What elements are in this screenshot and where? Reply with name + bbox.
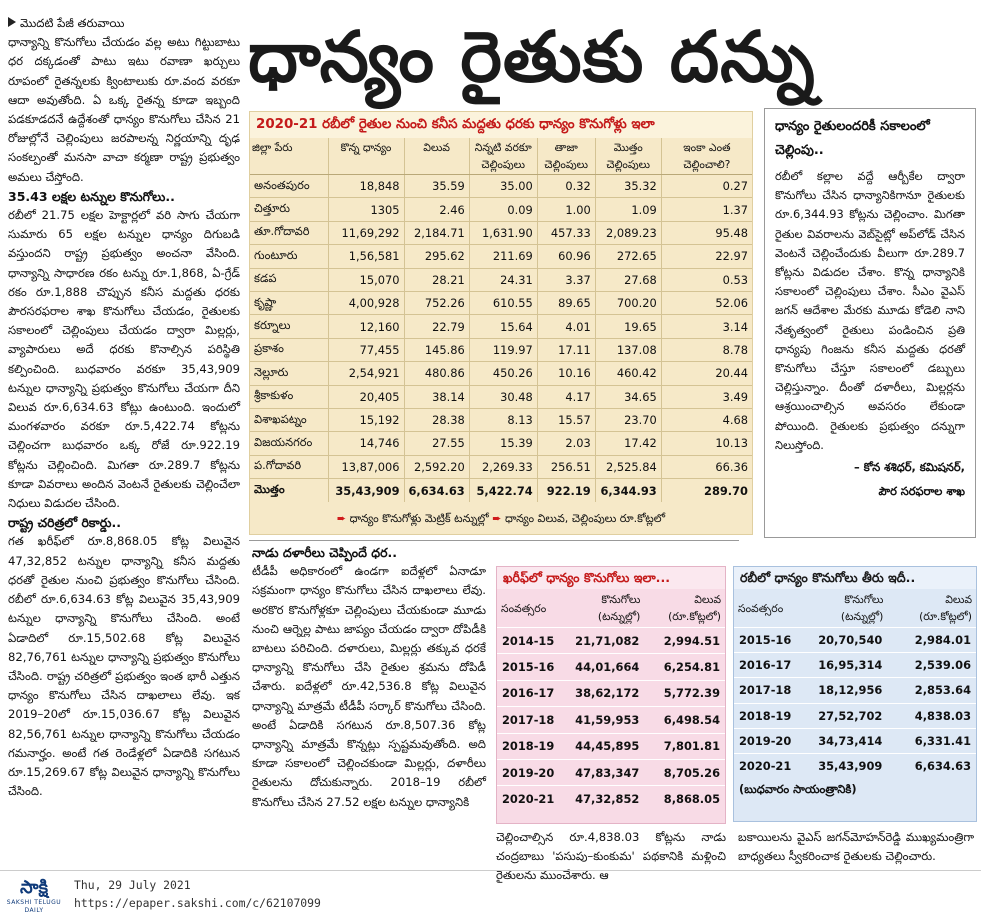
column-header: ఇంకా ఎంత చెల్లించాలి? (661, 138, 752, 175)
table-cell: 47,83,347 (559, 759, 644, 785)
middle-paragraph: టీడీపీ అధికారంలో ఉండగా ఐదేళ్లలో ఏనాడూ సక్రమంగా ధాన్యం కొనుగోలు చేసిన దాఖలాలు లేవు. అరకొర కొనుగోళ్లకూ చెల్లింపులు చేయకుండా మూడు నుంచి ఆర్నెల్ల పాటు జాప్యం చేయడం ద్వారా దోపిడీకి బాటలు పరిచింది. దళారులు, మిల్లర్లు తక్కువ ధరకే ధాన్యాన్ని కొనుగోలు చేసి రైతుల శ్రమను దోపిడీ చేశారు. ఐదేళ్లలో రూ.42,536.8 కోట్ల విలువైన ధాన్యాన్ని మాత్రమే టీడీపీ సర్కార్ కొనుగోలు చేసింది. అంటే ఏడాదికి సగటున రూ.8,507.36 కోట్ల ధాన్యాన్ని మాత్రమే కొన్నట్లు స్పష్టమవుతోంది. అది కూడా సకాలంలో చెల్లించకుండా మిల్లర్లు, దళారీలు రైతులను దోచుకున్నారు. 2018–19 రబీలో కొనుగోలు చేసిన 27.52 లక్షల టన్నుల ధాన్యానికి (252, 564, 486, 809)
left-column (8, 14, 240, 868)
arrow-icon (8, 17, 16, 27)
table-cell: 6,344.93 (595, 479, 661, 502)
footer (0, 870, 981, 916)
table-row (250, 385, 752, 408)
table-cell: 2,853.64 (887, 678, 976, 703)
table-cell: 14,746 (328, 432, 404, 455)
table-cell: 15.57 (537, 408, 595, 431)
table-cell: 27.55 (404, 432, 469, 455)
table-row (497, 733, 725, 759)
table-cell: 35.32 (595, 175, 661, 198)
table-cell: 610.55 (469, 291, 537, 314)
table-cell: 19.65 (595, 315, 661, 338)
table-row (250, 315, 752, 338)
table-cell: 15,070 (328, 268, 404, 291)
table-cell: 1,56,581 (328, 245, 404, 268)
quote-box-body: రబీలో కల్లాల వద్దే ఆర్బీకేల ద్వారా కొనుగోలు చేసిన ధాన్యానికిగానూ రైతులకు రూ.6,344.93 కోట్లను చెల్లించాం. మిగతా రైతుల వివరాలను వెబ్‌సైట్లో అప్‌లోడ్ చేసిన వెంటనే చెల్లించేందుకు వీలుగా రూ.289.7 కోట్లను విడుదల చేశాం. కొన్న ధాన్యానికి సకాలంలో చెల్లింపులు చేశాం. సీఎం వైఎస్ జగన్ ఆదేశాల మేరకు మూడు కోడెలి నాని నేతృత్వంలో రైతులు పండించిన ప్రతి ధాన్యపు గింజను కనీస మద్దతు ధరతో కొనుగోలు చేస్తూ సకాలంలో డబ్బులు చెల్లిస్తున్నాం. దీంతో దళారీలు, మిల్లర్లను ఆశ్రయించాల్సిన అవసరం లేకుండా పోయింది. రైతులకు ప్రభుత్వం దన్నుగా నిలుస్తోంది. (775, 169, 965, 452)
table-row (734, 678, 976, 703)
table-cell: తూ.గోదావరి (250, 221, 328, 244)
column-header: విలువ (రూ.కోట్లలో) (919, 593, 972, 623)
table-cell: 18,12,956 (796, 678, 887, 703)
bottom-text-2: బకాయిలను వైఎస్ జగన్‌మోహన్‌రెడ్డి ముఖ్యమంత్రిగా బాధ్యతలు స్వీకరించాక రైతులకు చెల్లించారు. (738, 830, 974, 864)
kharif-table (497, 589, 725, 812)
table-row (734, 728, 976, 753)
table-cell: 60.96 (537, 245, 595, 268)
table-row (497, 680, 725, 706)
red-arrow-icon: ➨ (492, 512, 502, 525)
table-total-row (250, 479, 752, 502)
table-cell: 0.32 (537, 175, 595, 198)
table-cell: 2,269.33 (469, 455, 537, 478)
table-row (734, 628, 976, 653)
district-table-footnote: ➨ ధాన్యం కొనుగోళ్లు మెట్రిక్ టన్నుల్లో ➨ ధాన్యం విలువ, చెల్లింపులు రూ.కోట్లలో (336, 512, 666, 525)
table-cell: 256.51 (537, 455, 595, 478)
table-cell: 3.49 (661, 385, 752, 408)
table-header-row (250, 138, 752, 175)
table-cell: 922.19 (537, 479, 595, 502)
table-cell: 0.27 (661, 175, 752, 198)
table-cell: 20,70,540 (796, 628, 887, 653)
table-cell: 38.14 (404, 385, 469, 408)
table-row (497, 786, 725, 812)
table-cell: 95.48 (661, 221, 752, 244)
table-cell: 77,455 (328, 338, 404, 361)
table-row (734, 653, 976, 678)
table-cell: 0.53 (661, 268, 752, 291)
table-cell: 11,69,292 (328, 221, 404, 244)
table-cell: 15.39 (469, 432, 537, 455)
table-cell: విజయనగరం (250, 432, 328, 455)
table-cell: 18,848 (328, 175, 404, 198)
table-cell: 8,705.26 (644, 759, 725, 785)
table-cell: 47,32,852 (559, 786, 644, 812)
table-cell: 2.03 (537, 432, 595, 455)
left-paragraph-1: ధాన్యాన్ని కొనుగోలు చేయడం వల్ల అటు గిట్టుబాటు ధర దక్కడంతో పాటు ఇటు రవాణా ఖర్చులు రూపంలో రైతన్నలకు క్వింటాలుకు రూ.వంద వరకూ ఆదా అవుతోంది. ఏ ఒక్క రైతన్న కూడా ఇబ్బంది పడకూడదనే ఉద్దేశంతో ధాన్యం కొనుగోలు చేసిన 21 రోజుల్లోనే చెల్లింపులు జరపాలన్న నిర్ణయాన్ని దృఢ సంకల్పంతో మనసా వాచా కర్మణా రాష్ట్ర ప్రభుత్వం అమలు చేస్తోంది. (8, 35, 240, 184)
column-header: జిల్లా పేరు (250, 138, 328, 175)
kharif-table-title: ఖరీఫ్‌లో ధాన్యం కొనుగోలు ఇలా... (497, 567, 725, 589)
table-cell: 2,592.20 (404, 455, 469, 478)
table-cell: 2018-19 (497, 733, 559, 759)
table-cell: 34.65 (595, 385, 661, 408)
table-row (250, 432, 752, 455)
table-cell: 1,631.90 (469, 221, 537, 244)
table-cell: 7,801.81 (644, 733, 725, 759)
table-cell: 460.42 (595, 362, 661, 385)
table-cell: కడప (250, 268, 328, 291)
table-cell: 6,331.41 (887, 728, 976, 753)
table-cell: 35,43,909 (328, 479, 404, 502)
table-cell: 2,539.06 (887, 653, 976, 678)
table-cell: 5,422.74 (469, 479, 537, 502)
table-cell: 2017-18 (734, 678, 796, 703)
table-cell: 145.86 (404, 338, 469, 361)
table-row (497, 707, 725, 733)
table-row (497, 654, 725, 680)
table-cell: ప.గోదావరి (250, 455, 328, 478)
table-row (734, 753, 976, 778)
table-cell: అనంతపురం (250, 175, 328, 198)
table-cell: 24.31 (469, 268, 537, 291)
table-cell: 15.64 (469, 315, 537, 338)
table-cell: 44,45,895 (559, 733, 644, 759)
table-cell: 2,54,921 (328, 362, 404, 385)
column-header: కొనుగోలు (టన్నుల్లో) (597, 593, 641, 623)
commissioner-quote-box (764, 108, 976, 538)
table-cell: మొత్తం (250, 479, 328, 502)
table-cell: 4.17 (537, 385, 595, 408)
left-paragraph-2: రబీలో 21.75 లక్షల హెక్టార్లలో వరి సాగు చేయగా సుమారు 65 లక్షల టన్నుల ధాన్యం దిగుబడి వస్తుందని రాష్ట్ర ప్రభుత్వం అంచనా వేసింది. ధాన్యాన్ని సాధారణ రకం టన్ను రూ.1,868, ఏ-గ్రేడ్ రకం రూ.1,888 చొప్పున కనీస మద్దతు ధరకు పౌరసరఫరాల శాఖ కొనుగోలు చేయడం, రైతులకు సకాలంలో చెల్లింపులు చేయడం ద్వారా మిల్లర్లు, వ్యాపారులు అదే ధరకు కొనాల్సిన పరిస్థితి కల్పించింది. బుధవారం వరకూ 35,43,909 టన్నుల ధాన్యాన్ని ప్రభుత్వం కొనుగోలు చేయగా దీని విలువ రూ.6,634.63 కోట్లు ఉంటుంది. ఇందులో మంగళవారం వరకూ రూ.5,422.74 కోట్లను చెల్లించగా బుధవారం ఒక్క రోజే రూ.922.19 కోట్లను చెల్లించింది. మిగతా రూ.289.7 కోట్లను కూడా వివరాలు అందిన వెంటనే రైతులకు చెల్లించేలా నిధులు విడుదల చేసింది. (8, 208, 240, 511)
column-header: కొనుగోలు (టన్నుల్లో) (840, 593, 884, 623)
column-header: విలువ (రూ.కోట్లలో) (668, 593, 721, 623)
column-header: కొన్న ధాన్యం (328, 138, 404, 175)
table-cell: విశాఖపట్నం (250, 408, 328, 431)
table-cell: 6,254.81 (644, 654, 725, 680)
table-cell: 8.13 (469, 408, 537, 431)
rabi-table-note: (బుధవారం సాయంత్రానికి) (739, 781, 857, 796)
table-row (250, 245, 752, 268)
table-cell: 2014-15 (497, 628, 559, 654)
table-cell: 2,089.23 (595, 221, 661, 244)
table-cell: 5,772.39 (644, 680, 725, 706)
table-cell: 34,73,414 (796, 728, 887, 753)
table-cell: 27,52,702 (796, 703, 887, 728)
table-cell: చిత్తూరు (250, 198, 328, 221)
table-cell: 2018-19 (734, 703, 796, 728)
table-cell: 289.70 (704, 483, 748, 498)
table-cell: 2020-21 (734, 753, 796, 778)
table-cell: 450.26 (469, 362, 537, 385)
table-cell: 10.13 (661, 432, 752, 455)
column-header: విలువ (404, 138, 469, 175)
table-cell: 23.70 (595, 408, 661, 431)
table-cell: 295.62 (404, 245, 469, 268)
table-cell: 30.48 (469, 385, 537, 408)
bottom-text-1: చెల్లించాల్సిన రూ.4,838.03 కోట్లను నాడు చంద్రబాబు 'పసుపు–కుంకుమ' పథకానికి మళ్లించి రైతులను ముంచేశారు. ఆ (496, 830, 726, 883)
district-table (250, 138, 752, 502)
table-cell: 8.78 (661, 338, 752, 361)
table-cell: 12,160 (328, 315, 404, 338)
district-table-title: 2020-21 రబీలో రైతుల నుంచి కనీస మద్దతు ధరకు ధాన్యం కొనుగోళ్లు ఇలా (250, 112, 752, 138)
quote-signature-name: – కోన శశిధర్, కమిషనర్, (854, 460, 965, 475)
table-row (497, 628, 725, 654)
middle-subhead: నాడు దళారీలు చెప్పిందే ధర.. (252, 545, 398, 560)
table-cell: 20.44 (661, 362, 752, 385)
table-cell: 38,62,172 (559, 680, 644, 706)
table-cell: 28.21 (404, 268, 469, 291)
table-cell: 35.00 (469, 175, 537, 198)
table-cell: 2020-21 (497, 786, 559, 812)
table-cell: 119.97 (469, 338, 537, 361)
table-cell: 2,184.71 (404, 221, 469, 244)
table-row (250, 175, 752, 198)
left-subhead-1: 35.43 లక్షల టన్నుల కొనుగోలు.. (8, 188, 175, 204)
table-cell: 3.14 (661, 315, 752, 338)
table-cell: 457.33 (537, 221, 595, 244)
table-cell: 41,59,953 (559, 707, 644, 733)
rabi-table (734, 589, 976, 779)
table-cell: 21,71,082 (559, 628, 644, 654)
kharif-table-body (497, 628, 725, 813)
table-cell: 2,525.84 (595, 455, 661, 478)
rabi-table-title: రబీలో ధాన్యం కొనుగోలు తీరు ఇదీ.. (734, 567, 976, 589)
district-table-panel (249, 111, 753, 535)
table-cell: 22.97 (661, 245, 752, 268)
table-cell: 4,838.03 (887, 703, 976, 728)
footer-url[interactable]: https://epaper.sakshi.com/c/62107099 (74, 896, 321, 910)
table-cell: 700.20 (595, 291, 661, 314)
table-cell: కర్నూలు (250, 315, 328, 338)
table-row (250, 198, 752, 221)
table-row (250, 268, 752, 291)
table-row (250, 338, 752, 361)
rabi-table-panel (733, 566, 977, 822)
table-cell: 272.65 (595, 245, 661, 268)
table-cell: 16,95,314 (796, 653, 887, 678)
table-header-row (734, 589, 976, 628)
table-cell: 6,498.54 (644, 707, 725, 733)
table-cell: 6,634.63 (887, 753, 976, 778)
table-cell: 27.68 (595, 268, 661, 291)
red-arrow-icon: ➨ (336, 512, 347, 525)
table-cell: నెల్లూరు (250, 362, 328, 385)
table-cell: కృష్ణా (250, 291, 328, 314)
table-cell: ప్రకాశం (250, 338, 328, 361)
headline: ధాన్యం రైతుకు దన్ను (248, 15, 816, 98)
middle-column (252, 543, 486, 865)
table-cell: 0.09 (469, 198, 537, 221)
table-cell: 6,634.63 (404, 479, 469, 502)
table-cell: 35.59 (404, 175, 469, 198)
table-cell: 2015-16 (734, 628, 796, 653)
table-cell: 4.68 (661, 408, 752, 431)
column-header: సంవత్సరం (738, 601, 784, 615)
table-cell: 4.01 (537, 315, 595, 338)
table-header-row (497, 589, 725, 628)
table-row (734, 703, 976, 728)
table-cell: శ్రీకాకుళం (250, 385, 328, 408)
table-cell: 20,405 (328, 385, 404, 408)
table-cell: 2,984.01 (887, 628, 976, 653)
table-cell: గుంటూరు (250, 245, 328, 268)
table-row (250, 455, 752, 478)
left-paragraph-3: గత ఖరీఫ్‌లో రూ.8,868.05 కోట్ల విలువైన 47,32,852 టన్నుల ధాన్యాన్ని కనీస మద్దతు ధరతో రైతుల నుంచి ప్రభుత్వం కొనుగోలు చేసింది. రబీలో రూ.6,634.63 కోట్ల విలువైన 35,43,909 టన్నుల ధాన్యాన్ని కొనుగోలు చేసింది. అంటే ఏడాదిలో రూ.15,502.68 కోట్ల విలువైన 82,76,761 టన్నుల ధాన్యాన్ని ప్రభుత్వం కొనుగోలు చేసింది. రాష్ట్ర చరిత్రలో ప్రభుత్వం ఇంత భారీ ఎత్తున ధాన్యం కొనుగోలు చేసిన దాఖలాలు లేవు. ఇక 2019–20లో రూ.15,036.67 కోట్ల విలువైన 82,56,761 టన్నుల ధాన్యాన్ని కొనుగోలు చేయడం గమనార్హం. అంటే గత రెండేళ్లలో ఏడాదికి సగటున రూ.15,269.67 కోట్ల విలువైన ధాన్యాన్ని కొనుగోలు చేసింది. (8, 534, 240, 799)
table-cell: 2019-20 (734, 728, 796, 753)
table-cell: 17.42 (595, 432, 661, 455)
table-cell: 10.16 (537, 362, 595, 385)
table-cell: 44,01,664 (559, 654, 644, 680)
table-cell: 1.09 (595, 198, 661, 221)
table-cell: 52.06 (661, 291, 752, 314)
table-cell: 2016-17 (497, 680, 559, 706)
table-row (497, 759, 725, 785)
column-header: మొత్తం చెల్లింపులు (595, 138, 661, 175)
table-row (250, 408, 752, 431)
table-cell: 3.37 (537, 268, 595, 291)
table-cell: 1305 (328, 198, 404, 221)
table-cell: 1.00 (537, 198, 595, 221)
divider (249, 540, 739, 541)
footer-date: Thu, 29 July 2021 (74, 878, 191, 892)
table-cell: 28.38 (404, 408, 469, 431)
table-cell: 13,87,006 (328, 455, 404, 478)
table-cell: 35,43,909 (796, 753, 887, 778)
table-cell: 211.69 (469, 245, 537, 268)
column-header: సంవత్సరం (501, 601, 547, 615)
table-cell: 8,868.05 (644, 786, 725, 812)
table-cell: 137.08 (595, 338, 661, 361)
table-cell: 1.37 (661, 198, 752, 221)
kicker: మొదటి పేజీ తరువాయి (8, 14, 240, 33)
sakshi-logo: సాక్షి SAKSHI TELUGU DAILY (4, 877, 64, 911)
rabi-table-body (734, 628, 976, 779)
table-cell: 89.65 (537, 291, 595, 314)
quote-signature-dept: పౌర సరఫరాల శాఖ (878, 484, 965, 499)
table-cell: 2017-18 (497, 707, 559, 733)
table-cell: 22.79 (404, 315, 469, 338)
table-cell: 2019-20 (497, 759, 559, 785)
district-table-body (250, 175, 752, 502)
table-row (250, 291, 752, 314)
quote-box-title: ధాన్యం రైతులందరికీ సకాలంలో చెల్లింపు.. (775, 119, 930, 158)
table-cell: 15,192 (328, 408, 404, 431)
column-header: తాజా చెల్లింపులు (537, 138, 595, 175)
table-cell: 2,994.51 (644, 628, 725, 654)
table-cell: 66.36 (661, 455, 752, 478)
left-subhead-2: రాష్ట్ర చరిత్రలో రికార్డు.. (8, 515, 121, 531)
table-cell: 2.46 (404, 198, 469, 221)
table-cell: 480.86 (404, 362, 469, 385)
table-cell: 17.11 (537, 338, 595, 361)
table-cell: 2016-17 (734, 653, 796, 678)
table-cell: 752.26 (404, 291, 469, 314)
column-header: నిన్నటి వరకూ చెల్లింపులు (469, 138, 537, 175)
table-row (250, 221, 752, 244)
table-cell: 2015-16 (497, 654, 559, 680)
table-row (250, 362, 752, 385)
kharif-table-panel (496, 566, 726, 824)
table-cell: 4,00,928 (328, 291, 404, 314)
